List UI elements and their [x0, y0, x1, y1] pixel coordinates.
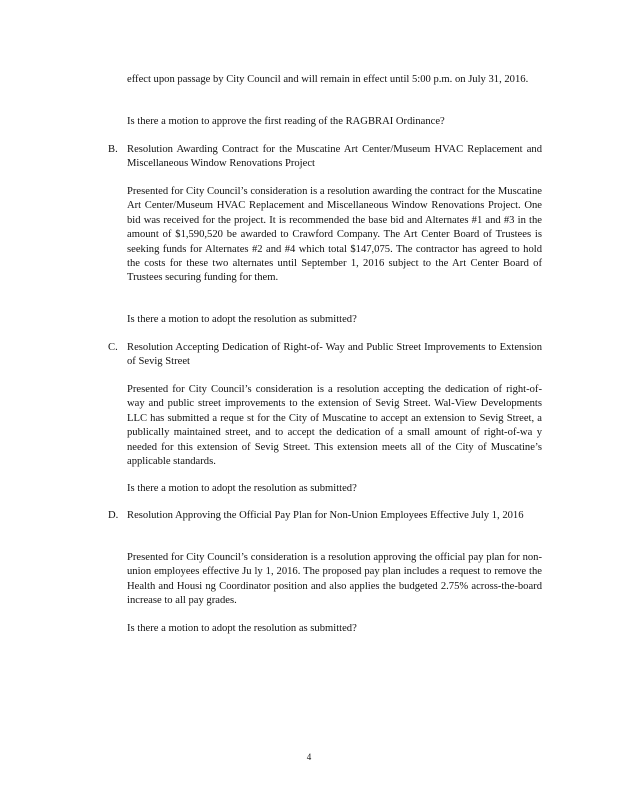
item-d-motion-question: Is there a motion to adopt the resolution as submitted?	[127, 623, 357, 634]
item-c-body: Presented for City Council’s consideration is a resolution accepting the dedication of right-of-way and public street improvements to the extension of Sevig Street. Wal-View Developments LLC has submitted a reque st for the City of Muscatine to accept an extension to Sevig Street, a publically maintained street, and to accept the dedication of a small amount of right-of-wa y needed for this extension of Sevig Street. This extension meets all of the City of Muscatine’s applicable standards.	[127, 384, 542, 468]
item-b-title: Resolution Awarding Contract for the Muscatine Art Center/Museum HVAC Replacement and Miscellaneous Window Renovations Project	[127, 144, 542, 170]
intro-continuation: effect upon passage by City Council and will remain in effect until 5:00 p.m. on July 31, 2016.	[127, 74, 529, 85]
item-d-body: Presented for City Council’s consideration is a resolution approving the official pay plan for non-union employees effective Ju ly 1, 2016. The proposed pay plan includes a request to remove the Health and Housi ng Coordinator position and also applies the budgeted 2.75% across-the-board increase to all pay grades.	[127, 552, 542, 607]
item-b-motion-question: Is there a motion to adopt the resolution as submitted?	[127, 314, 357, 325]
item-c-title: Resolution Accepting Dedication of Right-of- Way and Public Street Improvements to Extension of Sevig Street	[127, 342, 542, 368]
item-c-motion-question: Is there a motion to adopt the resolution as submitted?	[127, 483, 357, 494]
page-number: 4	[306, 752, 312, 762]
item-c-heading	[108, 341, 542, 370]
item-d-letter: D.	[108, 510, 119, 521]
item-b-body: Presented for City Council’s consideration is a resolution awarding the contract for the Muscatine Art Center/Museum HVAC Replacement and Miscellaneous Window Renovations Project. One bid was received for the project. It is recommended the base bid and Alternates #1 and #3 in the amount of $1,590,520 be awarded to Crawford Company. The Art Center Board of Trustees is seeking funds for Alternates #2 and #4 which total $147,075. The contractor has agreed to hold the costs for these two alternates until September 1, 2016 subject to the Art Center Board of Trustees securing funding for them.	[127, 186, 542, 284]
item-d-heading	[108, 509, 542, 523]
intro-motion-question: Is there a motion to approve the first reading of the RAGBRAI Ordinance?	[127, 116, 445, 127]
item-c-letter: C.	[108, 342, 118, 353]
item-b-heading	[108, 143, 542, 172]
item-d-title: Resolution Approving the Official Pay Plan for Non-Union Employees Effective July 1, 2016	[127, 510, 524, 521]
item-b-letter: B.	[108, 144, 118, 155]
